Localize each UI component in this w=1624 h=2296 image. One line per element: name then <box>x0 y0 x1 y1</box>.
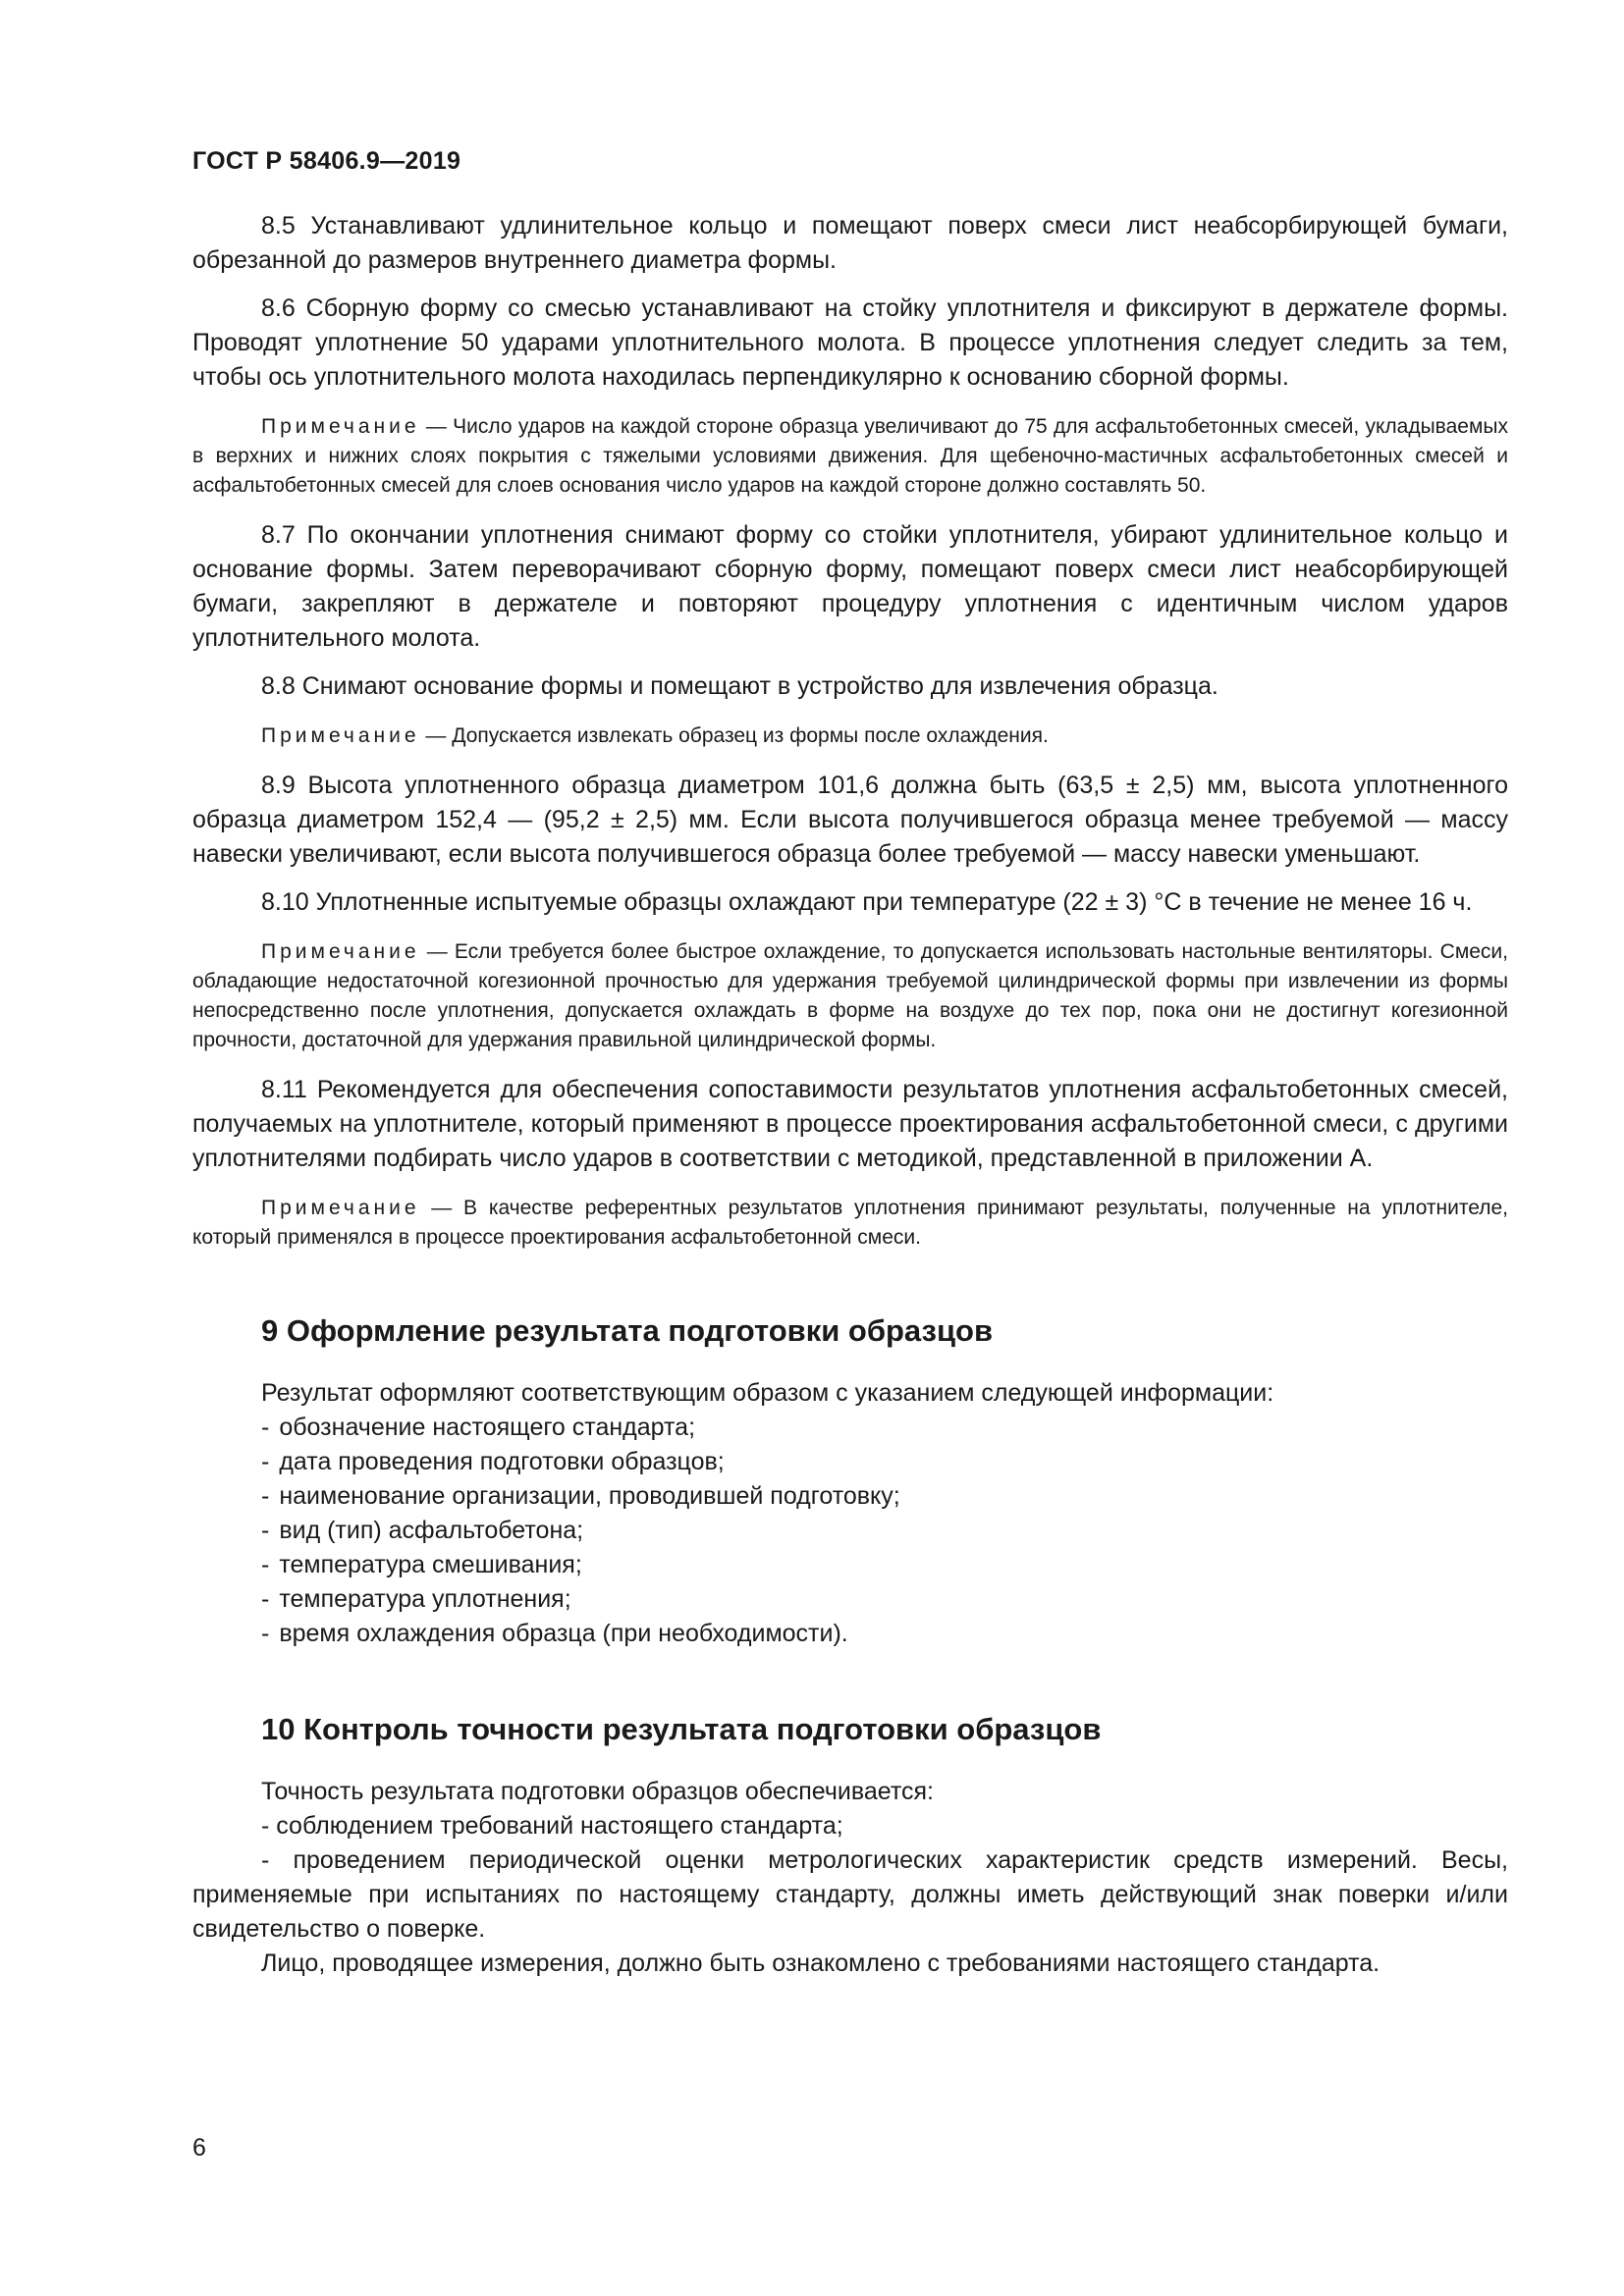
paragraph-8-5: 8.5 Устанавливают удлинительное кольцо и помещают поверх смеси лист неабсорбирующей бумаги, обрезанной до размеров внутреннего диаметра формы. <box>192 212 1508 274</box>
section-10-item-1: - соблюдением требований настоящего стандарта; <box>261 1812 843 1840</box>
list-item: - обозначение настоящего стандарта; <box>261 1414 696 1441</box>
paragraph-8-10: 8.10 Уплотненные испытуемые образцы охлаждают при температуре (22 ± 3) °С в течение не менее 16 ч. <box>261 888 1473 916</box>
note-text: — В качестве референтных результатов уплотнения принимают результаты, полученные на уплотнителе, который применялся в процессе проектирования асфальтобетонной смеси. <box>192 1197 1508 1249</box>
document-header: ГОСТ Р 58406.9—2019 <box>192 147 461 175</box>
note-text: — Если требуется более быстрое охлаждение, то допускается использовать настольные вентиляторы. Смеси, обладающие недостаточной когезионной прочностью для удержания требуемой цилиндрической формы при извлечении из формы непосредственно после уплотнения, допускается охлаждать в форме на воздухе до тех пор, пока они не достигнут когезионной прочности, достаточной для удержания правильной цилиндрической формы. <box>192 940 1508 1051</box>
paragraph-8-7: 8.7 По окончании уплотнения снимают форму со стойки уплотнителя, убирают удлинительное кольцо и основание формы. Затем переворачивают сборную форму, помещают поверх смеси лист неабсорбирующей бумаги, закрепляют в держателе и повторяют процедуру уплотнения с идентичным числом ударов уплотнительного молота. <box>192 521 1508 652</box>
note-label: Примечание <box>261 940 420 963</box>
paragraph-8-8: 8.8 Снимают основание формы и помещают в устройство для извлечения образца. <box>261 672 1218 700</box>
note-1 <box>192 412 1508 501</box>
note-label: Примечание <box>261 724 420 747</box>
section-9-list <box>192 1411 1508 1651</box>
note-3 <box>192 937 1508 1055</box>
note-label: Примечание <box>261 1197 420 1219</box>
list-dash: - <box>261 1585 270 1613</box>
note-text: — Число ударов на каждой стороне образца увеличивают до 75 для асфальтобетонных смесей, укладываемых в верхних и нижних слоях покрытия с тяжелыми условиями движения. Для щебеночно-мастичных асфальтобетонных смесей и асфальтобетонных смесей для слоев основания число ударов на каждой стороне должно составлять 50. <box>192 415 1508 497</box>
list-dash: - <box>261 1414 270 1441</box>
paragraph-8-6: 8.6 Сборную форму со смесью устанавливают на стойку уплотнителя и фиксируют в держателе формы. Проводят уплотнение 50 ударами уплотнительного молота. В процессе уплотнения следует следить за тем, чтобы ось уплотнительного молота находилась перпендикулярно к основанию сборной формы. <box>192 294 1508 391</box>
page-number: 6 <box>192 2134 206 2162</box>
list-item: - температура уплотнения; <box>261 1585 571 1613</box>
section-9-title: 9 Оформление результата подготовки образцов <box>261 1313 994 1348</box>
list-item: - вид (тип) асфальтобетона; <box>261 1517 584 1544</box>
section-10-item-2: - проведением периодической оценки метрологических характеристик средств измерений. Весы, применяемые при испытаниях по настоящему стандарту, должны иметь действующий знак поверки и/или свидетельство о поверке. <box>192 1846 1508 1943</box>
list-item: - дата проведения подготовки образцов; <box>261 1448 725 1475</box>
list-dash: - <box>261 1482 270 1510</box>
note-text: — Допускается извлекать образец из формы после охлаждения. <box>419 724 1049 747</box>
note-2 <box>192 721 1508 751</box>
note-label: Примечание <box>261 415 420 438</box>
list-item: - наименование организации, проводившей подготовку; <box>261 1482 900 1510</box>
paragraph-8-11: 8.11 Рекомендуется для обеспечения сопоставимости результатов уплотнения асфальтобетонных смесей, получаемых на уплотнителе, который применяют в процессе проектирования асфальтобетонной смеси, с другими уплотнителями подбирать число ударов в соответствии с методикой, представленной в приложении А. <box>192 1076 1508 1172</box>
section-10-closing: Лицо, проводящее измерения, должно быть ознакомлено с требованиями настоящего стандарта. <box>261 1949 1380 1977</box>
section-9-intro: Результат оформляют соответствующим образом с указанием следующей информации: <box>261 1379 1274 1407</box>
section-10-intro: Точность результата подготовки образцов обеспечивается: <box>261 1778 934 1805</box>
list-dash: - <box>261 1551 270 1578</box>
list-item: - время охлаждения образца (при необходимости). <box>261 1620 848 1647</box>
paragraph-8-9: 8.9 Высота уплотненного образца диаметром 101,6 должна быть (63,5 ± 2,5) мм, высота уплотненного образца диаметром 152,4 — (95,2 ± 2,5) мм. Если высота получившегося образца менее требуемой — массу навески увеличивают, если высота получившегося образца более требуемой — массу навески уменьшают. <box>192 772 1508 868</box>
list-dash: - <box>261 1517 270 1544</box>
note-4 <box>192 1194 1508 1253</box>
list-dash: - <box>261 1620 270 1647</box>
list-item: - температура смешивания; <box>261 1551 582 1578</box>
section-10-title: 10 Контроль точности результата подготовки образцов <box>261 1712 1102 1746</box>
document-page <box>192 147 1508 1981</box>
list-dash: - <box>261 1448 270 1475</box>
